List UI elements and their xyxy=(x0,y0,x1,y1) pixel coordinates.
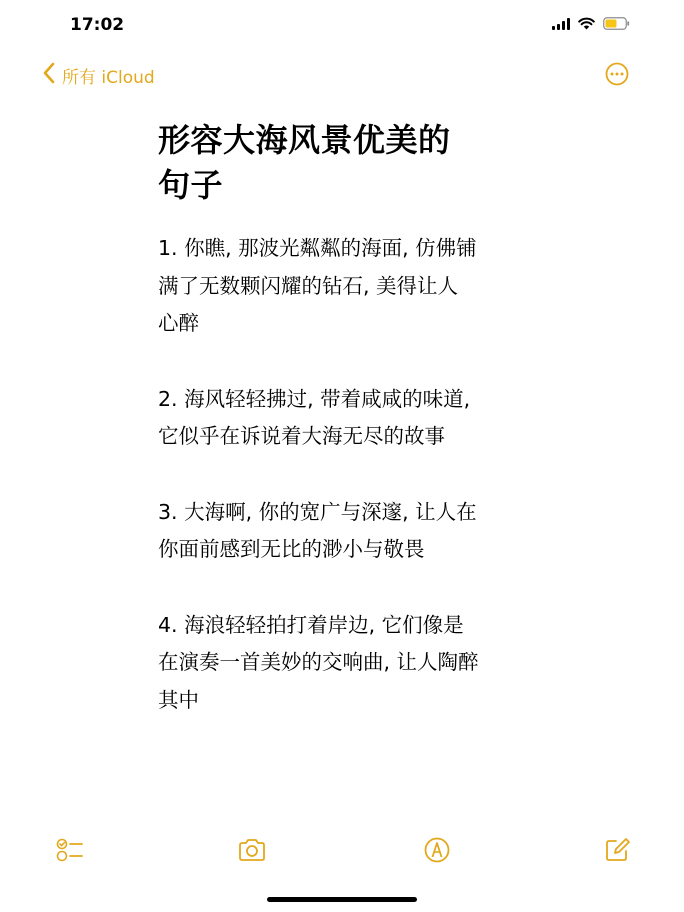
note-paragraph-1: 1. 你瞧, 那波光粼粼的海面, 仿佛铺 满了无数颗闪耀的钻石, 美得让人 心醉 xyxy=(158,236,477,335)
note-paragraph-3: 3. 大海啊, 你的宽广与深邃, 让人在 你面前感到无比的渺小与敬畏 xyxy=(158,499,477,561)
chevron-left-icon xyxy=(42,62,56,88)
status-time: 17:02 xyxy=(70,15,125,35)
bottom-toolbar xyxy=(0,832,684,872)
back-label: 所有 iCloud xyxy=(62,67,155,88)
checklist-icon xyxy=(56,849,84,868)
status-icons xyxy=(552,17,630,30)
markup-button[interactable] xyxy=(423,836,451,868)
compose-icon xyxy=(603,849,631,868)
status-bar xyxy=(0,0,684,54)
more-options-button[interactable] xyxy=(605,62,629,90)
battery-icon xyxy=(603,17,630,30)
note-paragraph-4: 4. 海浪轻轻拍打着岸边, 它们像是 在演奏一首美妙的交响曲, 让人陶醉 其中 xyxy=(158,612,479,712)
camera-button[interactable] xyxy=(237,836,267,868)
markup-pen-icon xyxy=(423,849,451,868)
note-content[interactable] xyxy=(158,118,548,757)
home-indicator[interactable] xyxy=(267,897,417,902)
camera-icon xyxy=(237,849,267,868)
note-paragraph-2: 2. 海风轻轻拂过, 带着咸咸的味道, 它似乎在诉说着大海无尽的故事 xyxy=(158,386,471,448)
ellipsis-circle-icon xyxy=(605,71,629,90)
cellular-signal-icon xyxy=(552,17,570,30)
wifi-icon xyxy=(578,17,595,30)
back-button[interactable] xyxy=(42,62,155,88)
compose-button[interactable] xyxy=(603,836,631,868)
note-title: 形容大海风景优美的 句子 xyxy=(158,121,451,204)
navigation-bar xyxy=(0,56,684,96)
checklist-button[interactable] xyxy=(56,836,84,868)
